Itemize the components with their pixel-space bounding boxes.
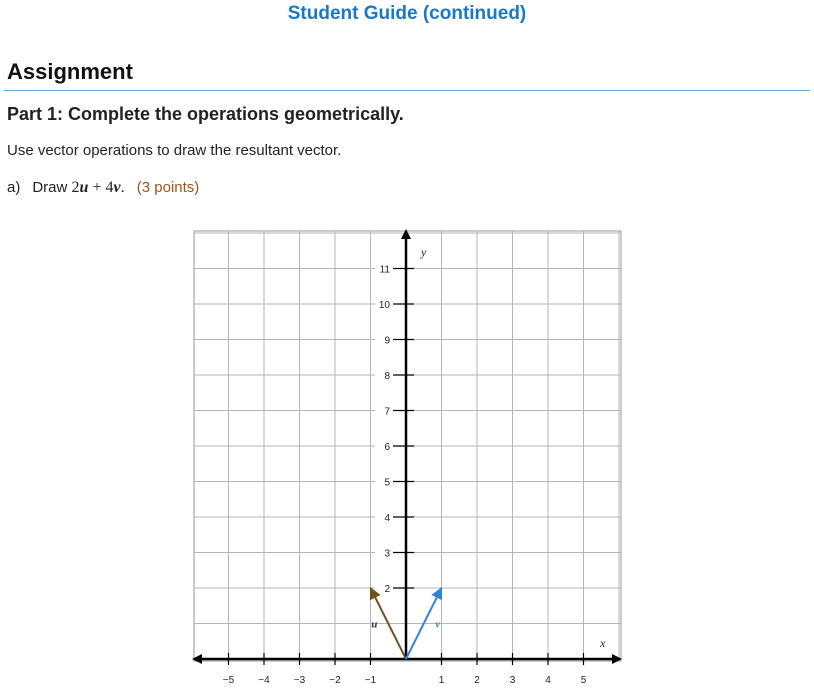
y-axis-label: y — [421, 245, 427, 259]
x-tick-label: 4 — [545, 675, 551, 686]
x-tick-label: 1 — [438, 675, 445, 686]
y-tick-label: 4 — [384, 513, 390, 524]
y-tick-label: 10 — [378, 300, 390, 311]
x-tick-label: −1 — [364, 675, 377, 686]
y-tick-label: 8 — [384, 371, 390, 382]
x-tick-label: −5 — [222, 675, 235, 686]
page-header-title: Student Guide (continued) — [287, 3, 527, 24]
coefficient-1: 2 — [71, 179, 80, 196]
y-tick-label: 9 — [384, 335, 390, 347]
plus-sign: + — [88, 179, 106, 196]
x-tick-label: −3 — [293, 675, 306, 686]
period: . — [120, 179, 125, 196]
question-prefix: Draw — [32, 179, 68, 196]
y-tick-label: 6 — [384, 442, 390, 453]
points-label: (3 points) — [136, 179, 200, 196]
y-tick-label: 2 — [384, 584, 390, 595]
vector-u-symbol: u — [79, 179, 89, 196]
vector-u-label: u — [371, 618, 378, 631]
coefficient-2: 4 — [105, 179, 114, 196]
y-tick-label: 7 — [384, 406, 390, 418]
instruction-text: Use vector operations to draw the resultant vector. — [7, 142, 342, 159]
x-tick-label: 5 — [580, 675, 587, 686]
y-tick-label: 5 — [384, 477, 390, 489]
x-tick-label: 2 — [474, 675, 480, 686]
x-tick-label: −4 — [258, 675, 270, 686]
x-tick-label: −2 — [329, 675, 341, 686]
x-axis-label: x — [600, 636, 606, 650]
x-tick-label: 3 — [509, 675, 516, 686]
y-tick-label: 11 — [379, 264, 390, 276]
vector-v-symbol: v — [113, 179, 121, 196]
part-title: Part 1: Complete the operations geometrically. — [7, 104, 404, 124]
section-title: Assignment — [7, 59, 133, 84]
vector-v-label: v — [435, 618, 441, 631]
question-letter: a) — [7, 179, 21, 196]
y-tick-label: 3 — [384, 548, 390, 560]
